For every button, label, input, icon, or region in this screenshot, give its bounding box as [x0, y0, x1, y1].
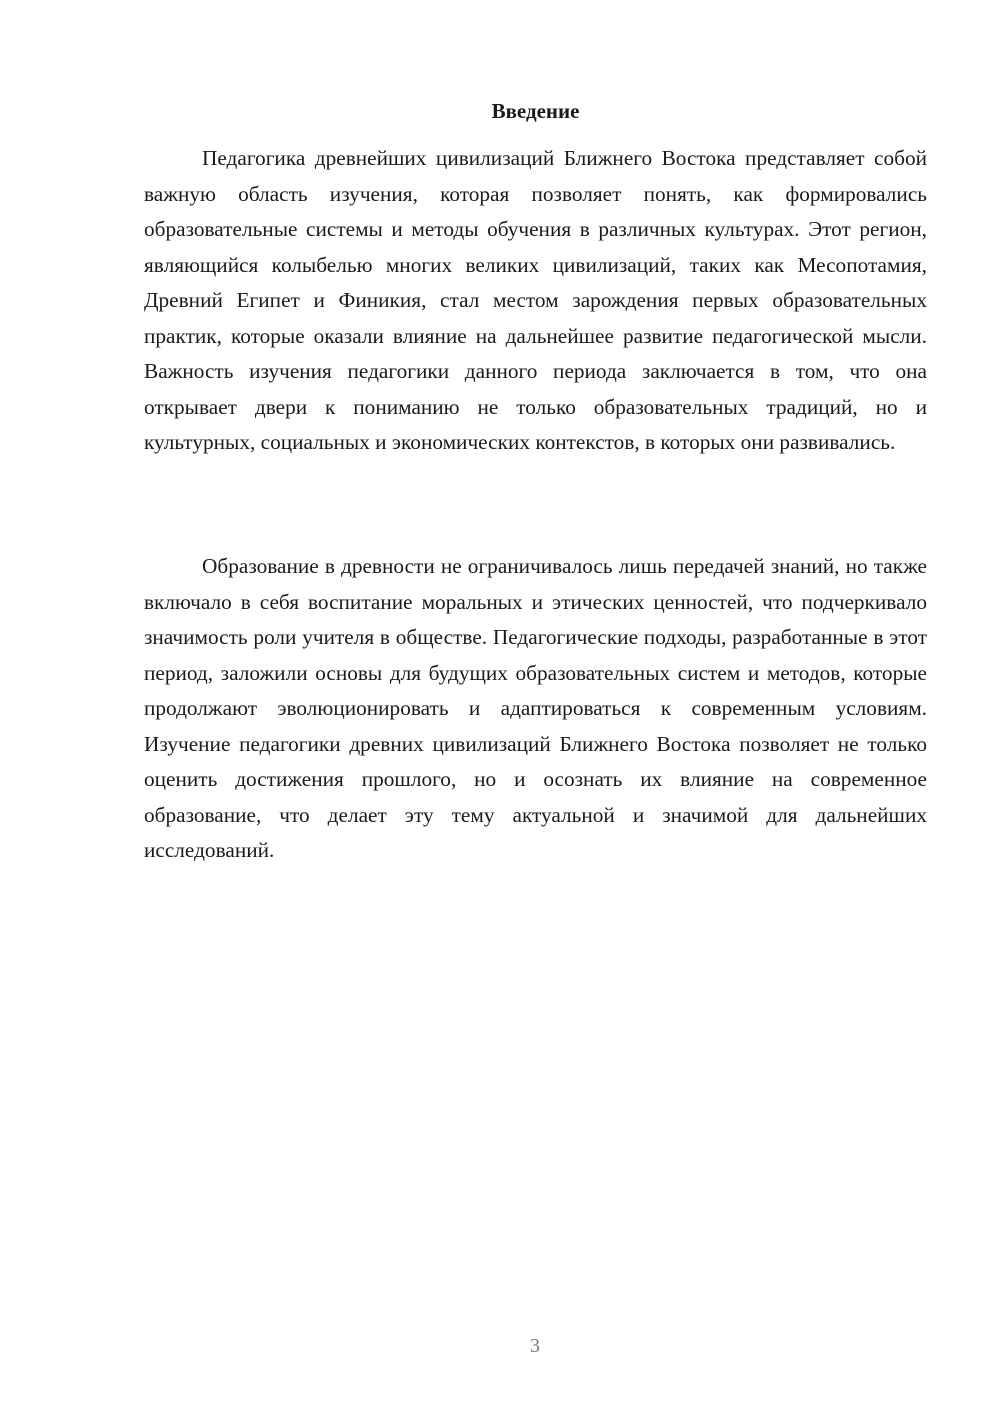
paragraph-second: Образование в древности не ограничивалось лишь передачей знаний, но также включало в себя воспитание моральных и этических ценностей, что подчеркивало значимость роли учителя в обществе. Педагогические подходы, разработанные в этот период, заложили основы для будущих образовательных систем и методов, которые продолжают эволюционировать и адаптироваться к современным условиям. Изучение педагогики древних цивилизаций Ближнего Востока позволяет не только оценить достижения прошлого, но и осознать их влияние на современное образование, что делает эту тему актуальной и значимой для дальнейших исследований.: [144, 554, 927, 862]
page-number: 3: [530, 1335, 540, 1357]
paragraph-intro: Педагогика древнейших цивилизаций Ближнего Востока представляет собой важную область изучения, которая позволяет понять, как формировались образовательные системы и методы обучения в различных культурах. Этот регион, являющийся колыбелью многих великих цивилизаций, таких как Месопотамия, Древний Египет и Финикия, стал местом зарождения первых образовательных практик, которые оказали влияние на дальнейшее развитие педагогической мысли. Важность изучения педагогики данного периода заключается в том, что она открывает двери к пониманию не только образовательных традиций, но и культурных, социальных и экономических контекстов, в которых они развивались.: [144, 146, 927, 454]
section-heading: Введение: [491, 99, 580, 123]
